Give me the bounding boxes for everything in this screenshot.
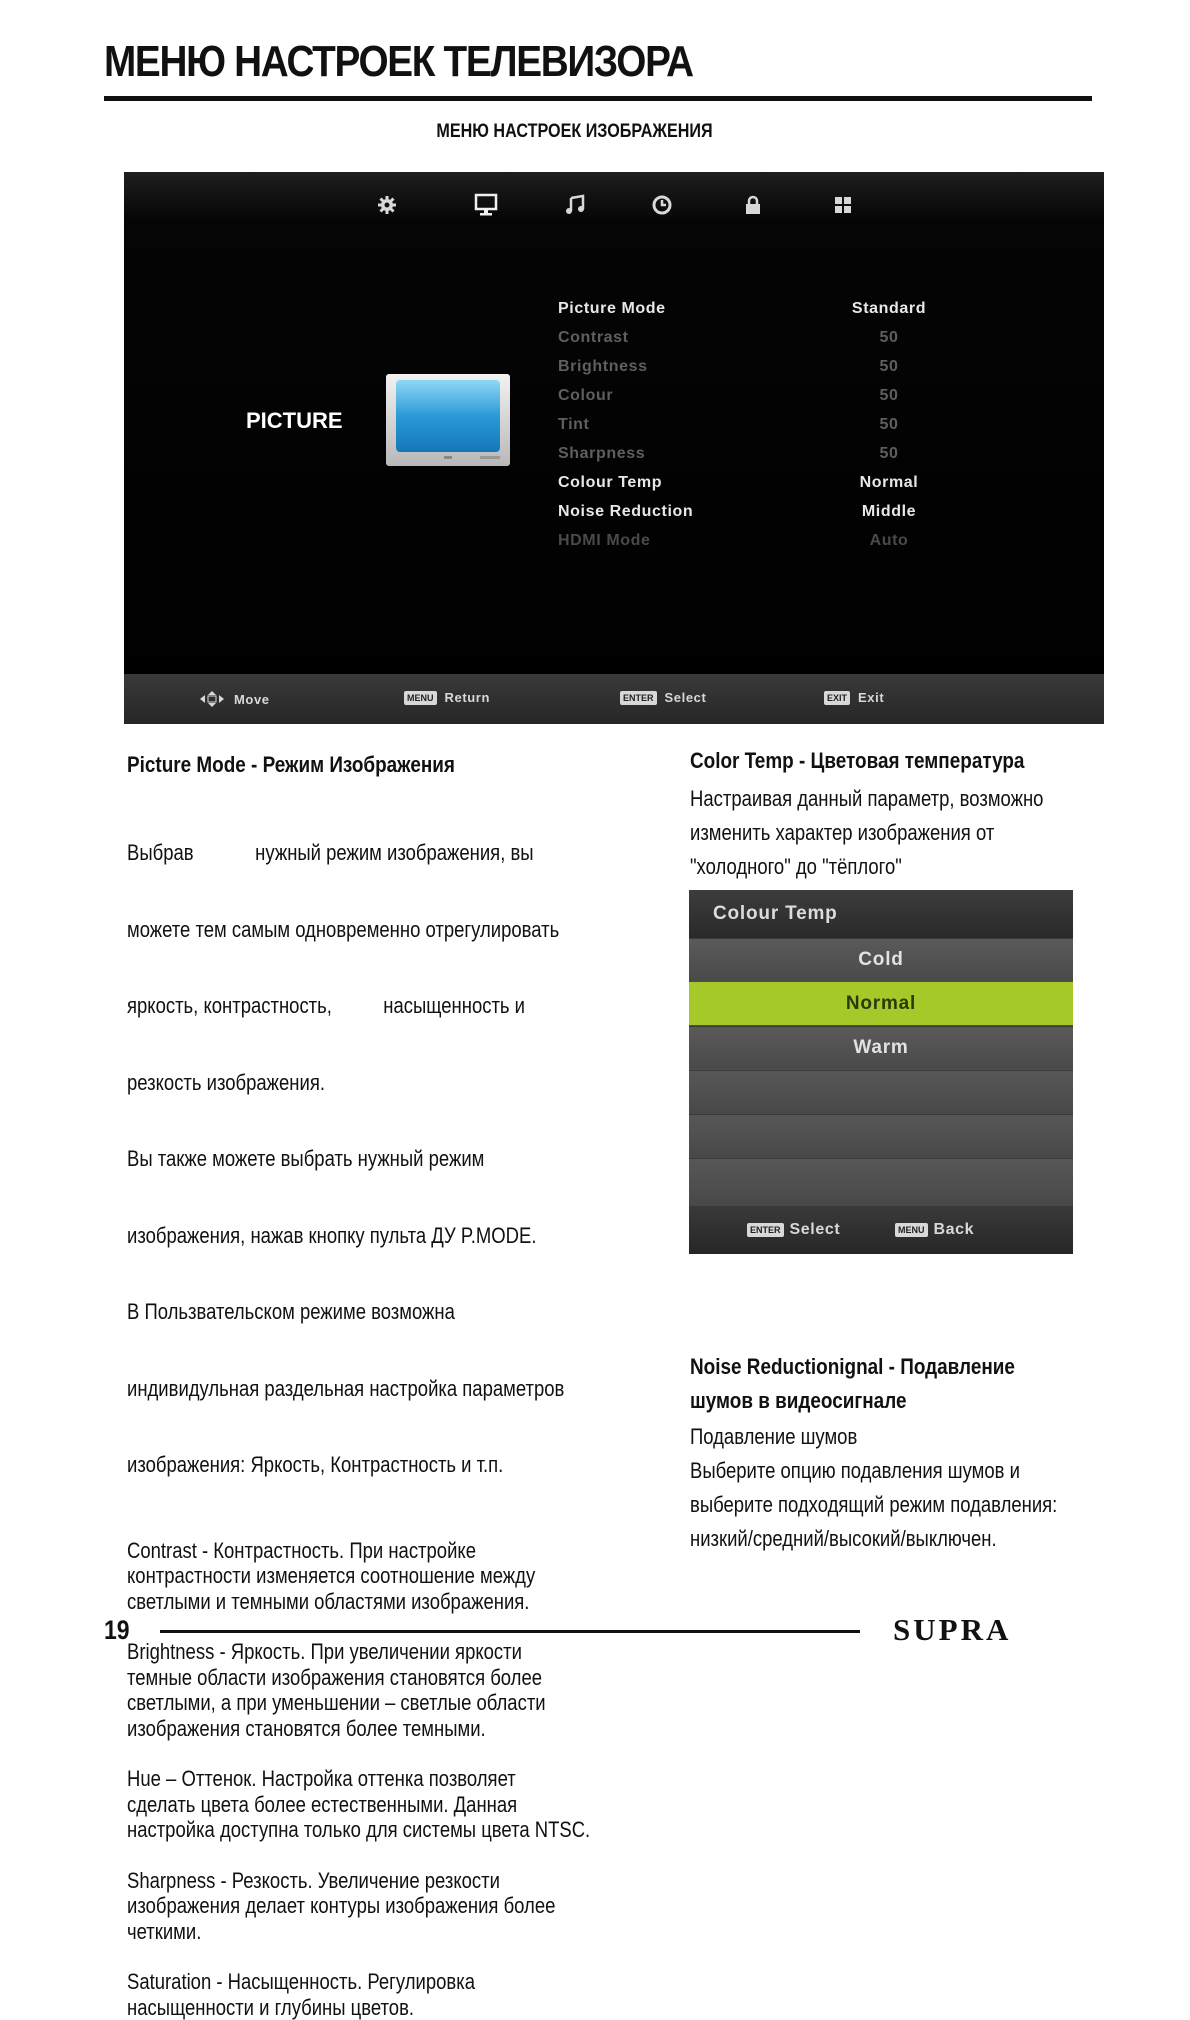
popup-title: Colour Temp (713, 903, 838, 924)
enter-key-icon: ENTER (747, 1223, 784, 1237)
color-temp-heading: Color Temp - Цветовая температура (690, 748, 1025, 773)
empty-row (689, 1070, 1073, 1114)
picture-settings-list (558, 296, 1018, 557)
picture-mode-heading: Picture Mode - Режим Изображения (127, 752, 455, 777)
setting-noise-reduction[interactable]: Noise Reduction Middle (558, 503, 917, 520)
option-normal[interactable]: Normal (689, 982, 1073, 1025)
clock-icon[interactable] (647, 190, 677, 220)
section-subtitle: МЕНЮ НАСТРОЕК ИЗОБРАЖЕНИЯ (436, 121, 714, 142)
exit-key-icon: EXIT (824, 691, 850, 705)
menu-key-icon: MENU (895, 1223, 928, 1237)
hint-return: MENU Return (404, 690, 490, 705)
setting-colour[interactable]: Colour 50 (558, 387, 899, 404)
tv-thumbnail-icon (384, 372, 512, 468)
popup-hint-bar (689, 1206, 1073, 1254)
music-note-icon[interactable] (560, 190, 590, 220)
noise-reduction-heading: Noise Reductionignal - Подавление шумов в видеосигнале (690, 1354, 1015, 1413)
footer-divider (160, 1630, 860, 1633)
setting-tint[interactable]: Tint 50 (558, 416, 899, 433)
page-number: 19 (104, 1615, 130, 1645)
sharpness-text: Sharpness - Резкость. Увеличение резкости изображения делает контуры изображения более четкими. (127, 1867, 556, 1944)
gear-icon[interactable] (372, 190, 402, 220)
picture-mode-text: Выбрав нужный режим изображения, вы можете тем самым одновременно отрегулировать яркость, контрастность, насыщенность и резкость изображения. Вы также можете выбрать нужный режим изображения, нажав кнопку пульта ДУ P.MODE. В Пользвательском режиме возможна индивидульная раздельная настройка параметров изображения: Яркость, Контрастность и т.п. (127, 840, 565, 1477)
hint-select: ENTER Select (620, 690, 706, 705)
lock-icon[interactable] (738, 190, 768, 220)
menu-hint-bar (124, 674, 1104, 724)
option-warm[interactable]: Warm (689, 1026, 1073, 1069)
noise-reduction-text: Подавление шумов Выберите опцию подавления шумов и выберите подходящий режим подавления: низкий/средний/высокий/выключен. (690, 1424, 1058, 1551)
popup-hint-back: MENU Back (895, 1221, 974, 1239)
saturation-text: Saturation - Насыщенность. Регулировка насыщенности и глубины цветов. (127, 1969, 475, 2020)
title-divider (104, 96, 1092, 101)
brightness-text: Brightness - Яркость. При увеличении яркости темные области изображения становятся более светлыми, а при уменьшении – светлые области изображения становятся более темными. (127, 1639, 546, 1741)
brand-logo: SUPRA (893, 1612, 1012, 1647)
color-temp-section (690, 748, 1110, 884)
contrast-text: Contrast - Контрастность. При настройке контрастности изменяется соотношение между светлыми и темными областями изображения. (127, 1537, 536, 1614)
option-cold[interactable]: Cold (689, 938, 1073, 981)
hue-text: Hue – Оттенок. Настройка оттенка позволяет сделать цвета более естественными. Данная настройка доступна только для системы цвета NTSC. (127, 1766, 591, 1842)
setting-contrast[interactable]: Contrast 50 (558, 329, 899, 346)
noise-reduction-section (690, 1350, 1110, 1556)
grid-icon[interactable] (828, 190, 858, 220)
menu-key-icon: MENU (404, 691, 437, 705)
menu-icon-bar (124, 190, 1104, 220)
setting-brightness[interactable]: Brightness 50 (558, 358, 899, 375)
hint-move: Move (198, 690, 270, 708)
popup-hint-select: ENTER Select (747, 1221, 840, 1239)
monitor-icon[interactable] (471, 190, 501, 220)
setting-picture-mode[interactable]: Picture Mode Standard (558, 300, 927, 317)
popup-header (689, 890, 1073, 938)
colour-temp-popup (689, 890, 1073, 1254)
enter-key-icon: ENTER (620, 691, 657, 705)
left-column (127, 752, 647, 2020)
hint-exit: EXIT Exit (824, 690, 884, 705)
setting-colour-temp[interactable]: Colour Temp Normal (558, 474, 919, 491)
setting-sharpness[interactable]: Sharpness 50 (558, 445, 899, 462)
empty-row (689, 1114, 1073, 1158)
setting-hdmi-mode: HDMI Mode Auto (558, 532, 909, 549)
empty-row (689, 1158, 1073, 1207)
page-title: МЕНЮ НАСТРОЕК ТЕЛЕВИЗОРА (104, 37, 693, 86)
tv-picture-menu (124, 172, 1104, 724)
menu-section-label: PICTURE (246, 408, 343, 433)
direction-arrows-icon (198, 690, 226, 708)
color-temp-text: Настраивая данный параметр, возможно изменить характер изображения от "холодного" до "тёплого" (690, 786, 1044, 879)
